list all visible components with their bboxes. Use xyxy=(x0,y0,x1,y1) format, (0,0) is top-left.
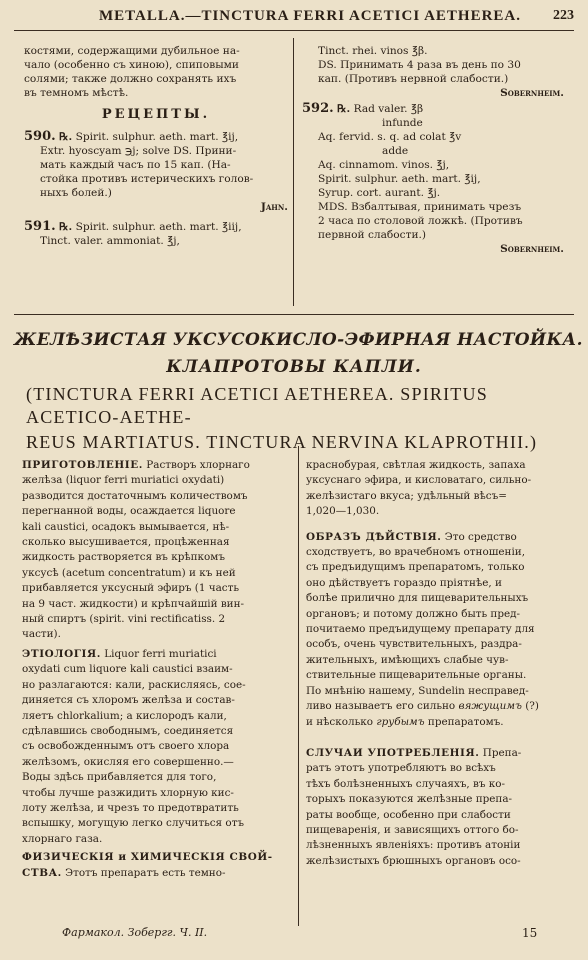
text-line: хлорнаго газа. xyxy=(22,832,103,845)
section-heading-usage: СЛУЧАИ УПОТРЕБЛЕНІЯ. xyxy=(306,746,480,759)
text-line: прибавляется уксусный эфиръ (1 часть xyxy=(22,582,240,595)
bottom-left-column xyxy=(22,458,290,881)
text-line: kali caustici, осадокъ вымывается, нѣ- xyxy=(22,520,230,533)
text-line: чтобы лучше разжидить хлорную кис- xyxy=(22,786,234,799)
text-line: ный спиртъ (spirit. vini rectificatiss. 2 xyxy=(22,613,226,626)
section-heading-etiology: ЭТІОЛОГІЯ. xyxy=(22,647,101,660)
text-line: на 9 част. жидкости) и крѣпчайшій вин- xyxy=(22,597,245,610)
recipe-line: MDS. Взбалтывая, принимать чрезъ xyxy=(318,201,522,213)
text-line: перегнанной воды, осаждается liquore xyxy=(22,505,236,518)
section-heading-action: ОБРАЗЪ ДѢЙСТВІЯ. xyxy=(306,530,442,543)
intro-line: въ темномъ мѣстѣ. xyxy=(24,87,129,99)
recipe-line: первной слабости.) xyxy=(318,229,427,241)
recipe-author: Sobernheim. xyxy=(500,243,564,255)
text-line: желѣзистыхъ брюшныхъ органовъ осо- xyxy=(306,854,521,867)
text-line: жидкость растворяется въ крѣпкомъ xyxy=(22,551,226,564)
text-line: вспышку, могущую легко случиться отъ xyxy=(22,817,245,830)
recipe-line: Aq. fervid. s. q. ad colat ℥v xyxy=(318,131,462,143)
recipe-line: мать каждый часъ по 15 кап. (На- xyxy=(40,159,231,171)
italic-term: грубымъ xyxy=(376,715,425,728)
top-left-column xyxy=(24,44,288,248)
text-line: oxydati cum liquore kali caustici взаим- xyxy=(22,663,233,676)
recipe-line: Syrup. cort. aurant. ℥j. xyxy=(318,187,441,199)
recipe-sign: ℞. xyxy=(337,103,351,115)
intro-line: солями; также должно сохранять ихъ xyxy=(24,73,237,85)
recipes-heading: РЕЦЕПТЫ. xyxy=(101,107,211,122)
text-line: торыхъ показуются желѣзные препа- xyxy=(306,793,513,806)
text-line: пищеваренія, и зависящихъ оттого бо- xyxy=(306,823,519,836)
recipe-number: 592. xyxy=(302,101,334,116)
text-line: ствительные пищеварительные органы. xyxy=(306,669,527,682)
section-heading-properties-cont: СТВА. xyxy=(22,866,62,879)
recipe-sign: ℞. xyxy=(59,131,73,143)
recipe-line: Tinct. rhei. vinos ℥β. xyxy=(318,45,428,57)
text-line: лѣзненныхъ явленіяхъ: противъ атоніи xyxy=(306,839,521,852)
recipe-number: 591. xyxy=(24,219,56,234)
recipe-number: 590. xyxy=(24,129,56,144)
text-fragment: и нѣсколько xyxy=(306,715,377,728)
text-line: сколько высушивается, процѣженная xyxy=(22,536,230,549)
recipe-line: Extr. hyoscyam ℈j; solve DS. Прини- xyxy=(40,145,237,157)
text-line: но разлагаются: кали, раскисляясь, сое- xyxy=(22,678,246,691)
text-line: органовъ; и потому должно быть пред- xyxy=(306,607,521,620)
top-column-divider xyxy=(293,38,294,306)
text-line: почитаемо предъидущему препарату для xyxy=(306,623,535,636)
text-fragment: препаратомъ. xyxy=(424,715,504,728)
latin-title-line: REUS MARTIATUS. TINCTURA NERVINA KLAPROTHII.) xyxy=(26,432,538,452)
text-line: желѣзомъ, окисляя его совершенно.— xyxy=(22,755,234,768)
recipe-line: ныхъ болей.) xyxy=(40,187,112,199)
text-line: особъ, очень чувствительныхъ, раздра- xyxy=(306,638,522,651)
header-rule xyxy=(14,30,574,31)
signature-mark: Фармакол. Зобергг. Ч. II. xyxy=(62,926,208,939)
text-line: разводится достаточнымъ количествомъ xyxy=(22,489,248,502)
top-right-column xyxy=(302,44,564,256)
text-line: ляетъ chlorkalium; а кислородъ кали, xyxy=(22,709,227,722)
italic-term: вяжущимъ xyxy=(458,700,522,713)
sheet-number: 15 xyxy=(522,926,538,940)
recipe-sign: ℞. xyxy=(59,221,73,233)
text-line: ратъ этотъ употребляютъ во всѣхъ xyxy=(306,762,496,775)
text-line: Растворъ хлорнаго xyxy=(142,459,250,471)
bottom-column-divider xyxy=(298,446,299,926)
text-line: По мнѣнію нашему, Sundelin несправед- xyxy=(306,684,529,697)
recipe-line: Spirit. sulphur. aeth. mart. ℥ij, xyxy=(75,131,239,143)
text-line: Препа- xyxy=(479,746,522,759)
text-line: уксуснаго эфира, и кисловатаго, сильно- xyxy=(306,474,532,487)
text-line: сходствуетъ, во врачебномъ отношеніи, xyxy=(306,546,526,559)
text-line: Это средство xyxy=(441,530,517,543)
text-line: диняется съ хлоромъ желѣза и состав- xyxy=(22,694,235,707)
text-line: части). xyxy=(22,628,61,641)
recipe-line: infunde xyxy=(382,117,423,129)
text-line: съ освобожденнымъ отъ своего хлора xyxy=(22,740,230,753)
recipe-line: стойка противъ истерическихъ голов- xyxy=(40,173,254,185)
section-heading-preparation: ПРИГОТОВЛЕНІЕ. xyxy=(22,459,143,471)
intro-line: костями, содержащими дубильное на- xyxy=(24,45,240,57)
text-line: Этотъ препаратъ есть темно- xyxy=(61,866,226,879)
text-fragment: (?) xyxy=(521,700,539,713)
text-line: краснобурая, свѣтлая жидкость, запаха xyxy=(306,459,526,471)
text-line: желѣзистаго вкуса; удѣльный вѣсъ= xyxy=(306,489,507,502)
text-line: Liquor ferri muriatici xyxy=(100,647,217,660)
recipe-line: Spirit. sulphur. aeth. mart. ℥ij, xyxy=(318,173,481,185)
page-number: 223 xyxy=(553,8,574,23)
text-line: раты вообще, особенно при слабости xyxy=(306,808,511,821)
latin-title-line: (TINCTURA FERRI ACETICI AETHEREA. SPIRITUS ACETICO-AETHE- xyxy=(26,384,488,427)
text-line: 1,020—1,030. xyxy=(306,505,380,518)
text-line: тѣхъ болѣзненныхъ случаяхъ, въ ко- xyxy=(306,777,506,790)
article-subtitle: КЛАПРОТОВЫ КАПЛИ. xyxy=(166,357,422,377)
recipe-author: Sobernheim. xyxy=(500,87,564,99)
text-line xyxy=(306,715,568,730)
recipe-line: кап. (Противъ нервной слабости.) xyxy=(318,73,509,85)
recipe-author: Jahn. xyxy=(260,201,288,213)
bottom-right-column xyxy=(306,458,568,869)
text-line: желѣза (liquor ferri muriatici oxydati) xyxy=(22,474,225,487)
recipe-line: Aq. cinnamom. vinos. ℥j, xyxy=(318,159,450,171)
text-line: съ предъидущимъ препаратомъ, только xyxy=(306,561,525,574)
running-title: METALLA.—TINCTURA FERRI ACETICI AETHEREA. xyxy=(98,8,522,24)
recipe-line: adde xyxy=(382,145,409,157)
text-line: уксусѣ (acetum concentratum) и къ ней xyxy=(22,566,236,579)
text-line: оно дѣйствуетъ гораздо пріятнѣе, и xyxy=(306,576,502,589)
section-heading-properties: ФИЗИЧЕСКІЯ и ХИМИЧЕСКІЯ СВОЙ- xyxy=(22,851,273,864)
recipe-line: Tinct. valer. ammoniat. ℥j, xyxy=(40,235,180,247)
text-line: лоту желѣза, и чрезъ то предотвратить xyxy=(22,801,239,814)
intro-line: чало (особенно съ хиною), спиповыми xyxy=(24,59,239,71)
recipe-line: Spirit. sulphur. aeth. mart. ℥iij, xyxy=(75,221,242,233)
text-line: Воды здѣсь прибавляется для того, xyxy=(22,771,217,784)
text-line: сдѣлавшись свободнымъ, соединяется xyxy=(22,724,234,737)
recipe-line: DS. Принимать 4 раза въ день по 30 xyxy=(318,59,521,71)
article-title-block xyxy=(14,330,583,454)
recipe-line: Rad valer. ℥β xyxy=(353,103,424,115)
text-line: болѣе прилично для пищеварительныхъ xyxy=(306,592,529,605)
article-title: ЖЕЛѢЗИСТАЯ УКСУСОКИСЛО-ЭФИРНАЯ НАСТОЙКА. xyxy=(14,330,583,350)
text-line: жительныхъ, имѣющихъ слабые чув- xyxy=(306,653,509,666)
section-rule xyxy=(14,314,574,315)
text-fragment: ливо называетъ его сильно xyxy=(306,700,459,713)
text-line xyxy=(306,699,568,714)
recipe-line: 2 часа по столовой ложкѣ. (Противъ xyxy=(318,215,523,227)
